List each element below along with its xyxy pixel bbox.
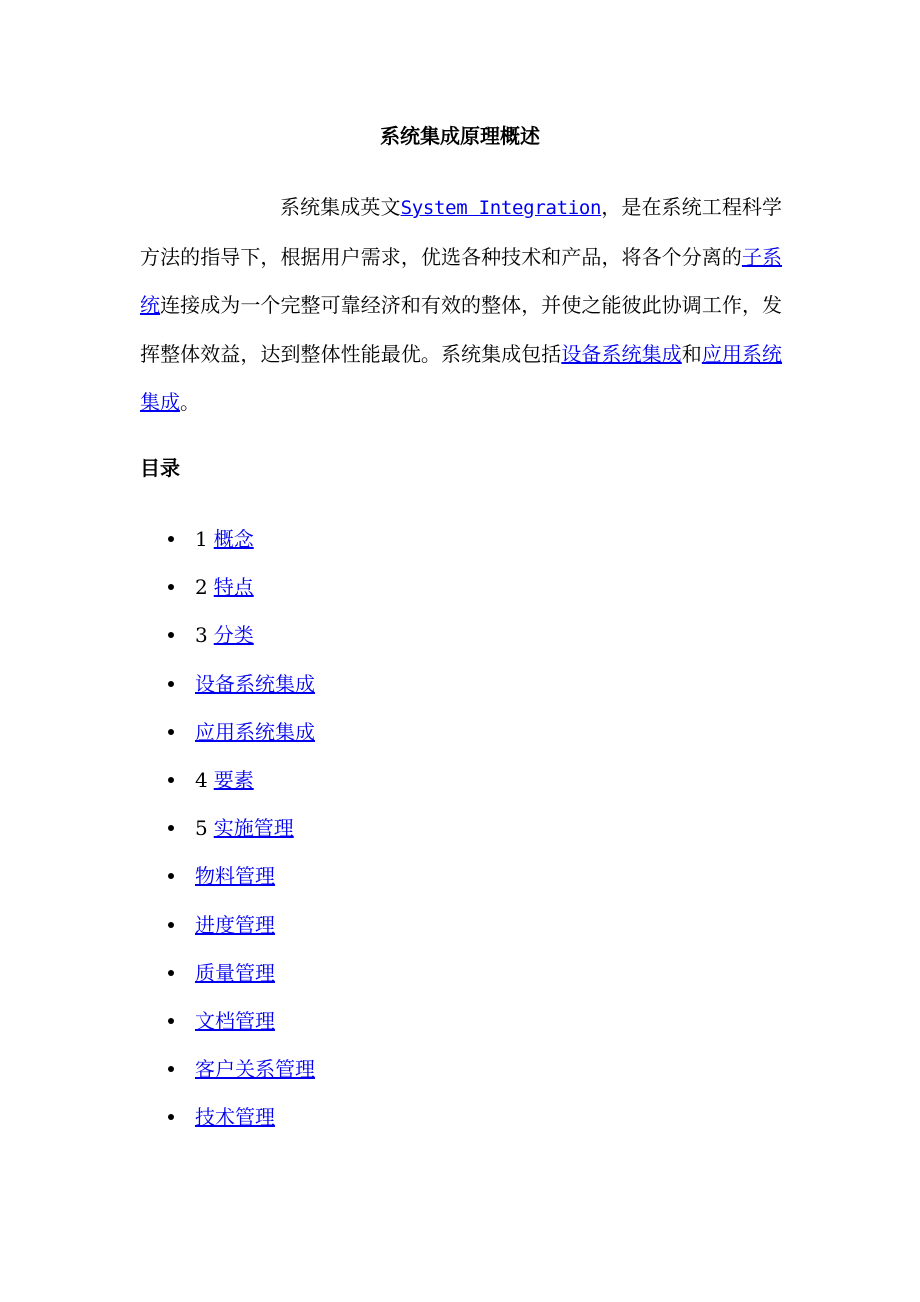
- bullet-icon: [168, 681, 174, 687]
- bullet-icon: [168, 777, 174, 783]
- toc-item-number: 4: [195, 767, 208, 792]
- bullet-icon: [168, 1066, 174, 1072]
- bullet-icon: [168, 584, 174, 590]
- toc-item-customer-relationship-management: [0, 1049, 315, 1097]
- equipment-system-integration-link[interactable]: 设备系统集成: [561, 341, 682, 366]
- bullet-icon: [168, 922, 174, 928]
- intro-text-continued: ，是在系统工程科学方法的指导下，根据用户需求，优选各种技术和产品，将各个分离的: [140, 195, 783, 269]
- toc-link-customer-relationship-management[interactable]: 客户关系管理: [195, 1057, 315, 1082]
- toc-item-implementation-management: [0, 808, 315, 856]
- system-integration-link[interactable]: System Integration: [400, 197, 602, 219]
- toc-item-equipment-integration: [0, 664, 315, 712]
- toc-link-implementation-management[interactable]: 实施管理: [213, 816, 294, 841]
- toc-item-number: 1: [195, 527, 208, 551]
- subsystem-link[interactable]: 子系统: [140, 244, 783, 317]
- bullet-icon: [168, 873, 174, 879]
- toc-heading: 目录: [140, 456, 180, 480]
- intro-text-middle: 连接成为一个完整可靠经济和有效的整体，并使之能彼此协调工作，发挥整体效益，达到整体性能最优。系统集成包括: [140, 293, 783, 366]
- page-title: 系统集成原理概述: [380, 124, 540, 148]
- toc-item-application-integration: [0, 712, 315, 760]
- intro-paragraph: [140, 183, 782, 427]
- toc-item-elements: [0, 760, 315, 808]
- bullet-icon: [168, 1018, 174, 1024]
- toc-link-schedule-management[interactable]: 进度管理: [195, 912, 275, 937]
- toc-link-quality-management[interactable]: 质量管理: [195, 960, 275, 985]
- toc-item-concept: [0, 519, 315, 567]
- bullet-icon: [168, 970, 174, 976]
- application-system-integration-link[interactable]: 应用系统集成: [140, 341, 783, 414]
- toc-link-classification[interactable]: 分类: [213, 623, 254, 648]
- toc-item-material-management: [0, 856, 315, 904]
- bullet-icon: [168, 729, 174, 735]
- toc-link-concept[interactable]: 概念: [213, 527, 254, 551]
- toc-item-quality-management: [0, 953, 315, 1001]
- toc-link-application-integration[interactable]: 应用系统集成: [195, 719, 315, 744]
- toc-link-equipment-integration[interactable]: 设备系统集成: [195, 671, 315, 696]
- toc-item-classification: [0, 615, 315, 663]
- toc-item-number: 3: [195, 623, 208, 648]
- bullet-icon: [168, 825, 174, 831]
- toc-link-elements[interactable]: 要素: [213, 767, 254, 792]
- bullet-icon: [168, 1114, 174, 1120]
- intro-text-end: 。: [180, 390, 200, 414]
- toc-item-document-management: [0, 1001, 315, 1049]
- toc-link-material-management[interactable]: 物料管理: [195, 864, 275, 889]
- toc-item-schedule-management: [0, 905, 315, 953]
- bullet-icon: [168, 536, 174, 542]
- intro-text-connector: 和: [681, 341, 702, 366]
- toc-list: [0, 519, 315, 1145]
- toc-item-technical-management: [0, 1097, 315, 1145]
- toc-link-document-management[interactable]: 文档管理: [195, 1008, 275, 1033]
- intro-text-start: 系统集成英文: [280, 195, 401, 219]
- toc-item-number: 2: [195, 575, 208, 600]
- toc-link-technical-management[interactable]: 技术管理: [195, 1105, 275, 1130]
- toc-item-features: [0, 567, 315, 615]
- toc-link-features[interactable]: 特点: [213, 575, 254, 600]
- bullet-icon: [168, 632, 174, 638]
- toc-item-number: 5: [195, 816, 208, 841]
